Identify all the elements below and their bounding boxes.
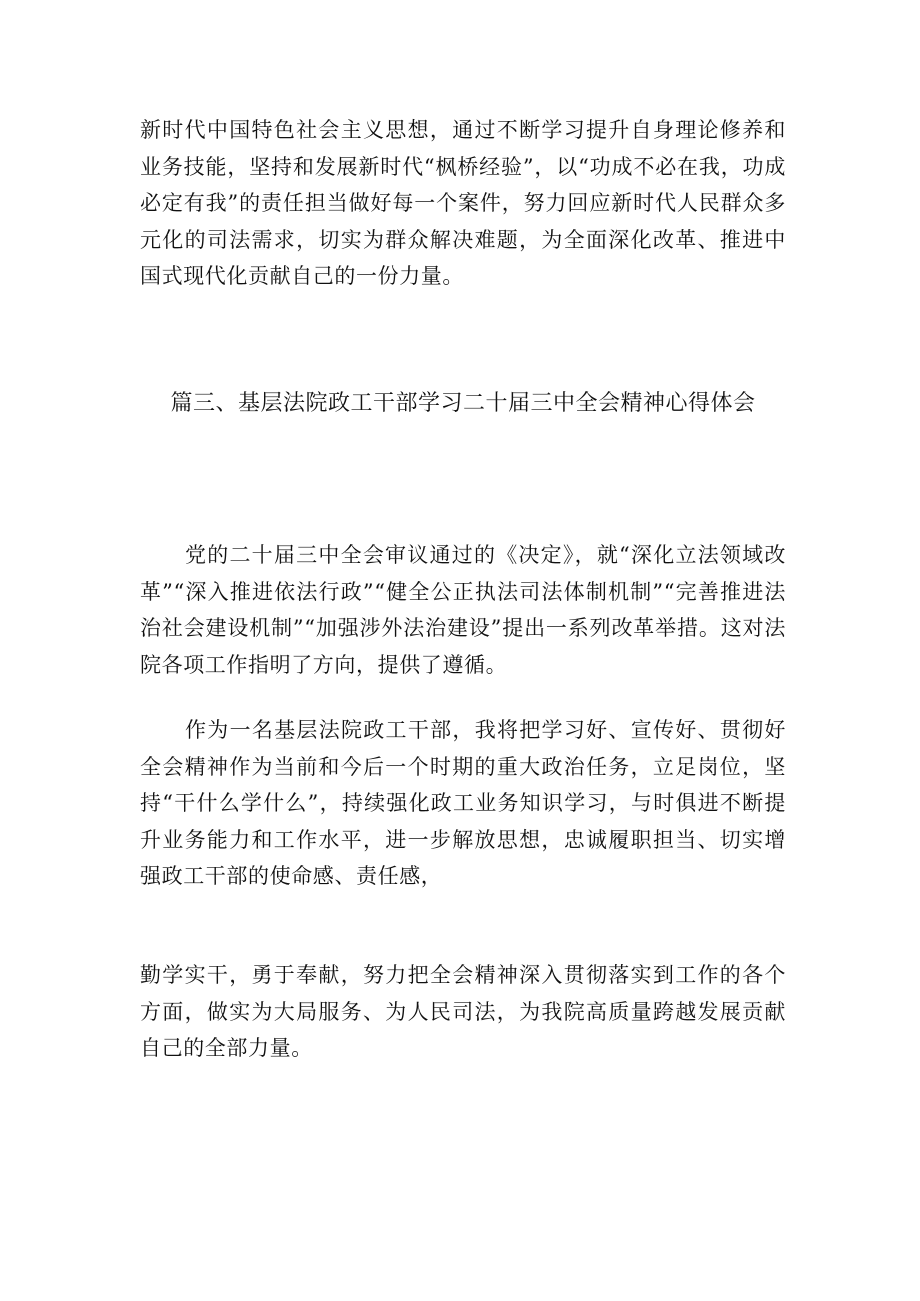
- body-paragraph-3: 勤学实干，勇于奉献，努力把全会精神深入贯彻落实到工作的各个方面，做实为大局服务、为人民司法，为我院高质量跨越发展贡献自己的全部力量。: [140, 963, 786, 1060]
- body-paragraph-2: 作为一名基层法院政工干部，我将把学习好、宣传好、贯彻好全会精神作为当前和今后一个时期的重大政治任务，立足岗位，坚持“干什么学什么”，持续强化政工业务知识学习，与时俱进不断提升业务能力和工作水平，进一步解放思想，忠诚履职担当、切实增强政工干部的使命感、责任感，: [140, 718, 786, 888]
- body-paragraph-1: 党的二十届三中全会审议通过的《决定》，就“深化立法领域改革”“深入推进依法行政”“健全公正执法司法体制机制”“完善推进法治社会建设机制”“加强涉外法治建设”提出一系列改革举措。这对法院各项工作指明了方向，提供了遵循。: [140, 543, 786, 677]
- continuation-paragraph: 新时代中国特色社会主义思想，通过不断学习提升自身理论修养和业务技能，坚持和发展新时代“枫桥经验”，以“功成不必在我，功成必定有我”的责任担当做好每一个案件，努力回应新时代人民群众多元化的司法需求，切实为群众解决难题，为全面深化改革、推进中国式现代化贡献自己的一份力量。: [140, 118, 786, 288]
- section-title: 篇三、基层法院政工干部学习二十届三中全会精神心得体会: [170, 391, 756, 416]
